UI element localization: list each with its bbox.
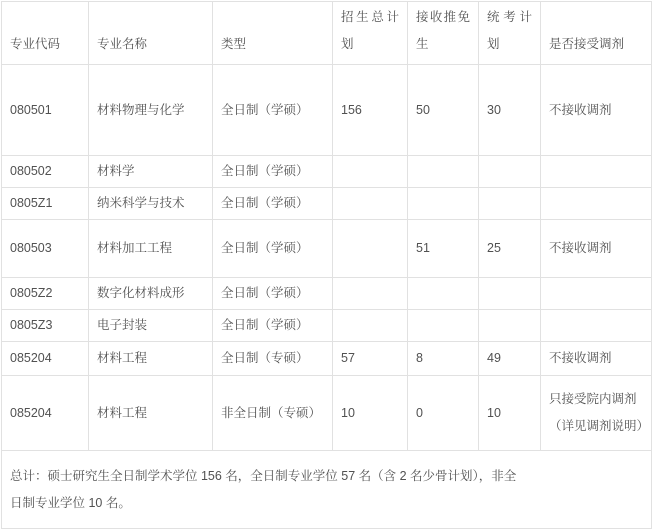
- cell-unified-exam: [479, 310, 541, 342]
- cell-total-plan: 156: [333, 65, 408, 156]
- cell-total-plan: [333, 220, 408, 278]
- table-header-row: [2, 2, 652, 65]
- cell-major-name: 电子封装: [89, 310, 213, 342]
- summary-note: [2, 451, 652, 529]
- col-header-major-name: 专业名称: [89, 2, 213, 65]
- cell-type: 全日制（学硕）: [213, 220, 333, 278]
- cell-major-name: 纳米科学与技术: [89, 188, 213, 220]
- col-header-recommended: 接收推免生: [408, 2, 479, 65]
- table-row: [2, 188, 652, 220]
- cell-transfer: [541, 278, 652, 310]
- cell-unified-exam: 49: [479, 342, 541, 376]
- cell-major-code: 0805Z3: [2, 310, 89, 342]
- col-header-major-code: 专业代码: [2, 2, 89, 65]
- col-header-unified-exam: 统考计划: [479, 2, 541, 65]
- cell-major-name: 材料工程: [89, 342, 213, 376]
- cell-major-code: 080503: [2, 220, 89, 278]
- cell-total-plan: [333, 188, 408, 220]
- table-row: [2, 65, 652, 156]
- cell-recommended: 51: [408, 220, 479, 278]
- table-row: [2, 342, 652, 376]
- cell-total-plan: [333, 278, 408, 310]
- cell-recommended: [408, 278, 479, 310]
- col-header-type: 类型: [213, 2, 333, 65]
- cell-type: 非全日制（专硕）: [213, 376, 333, 451]
- cell-total-plan: 10: [333, 376, 408, 451]
- cell-transfer: [541, 156, 652, 188]
- table-row: [2, 220, 652, 278]
- cell-major-code: 080501: [2, 65, 89, 156]
- cell-major-code: 0805Z2: [2, 278, 89, 310]
- cell-total-plan: [333, 310, 408, 342]
- summary-line-1: 总计：硕士研究生全日制学术学位 156 名，全日制专业学位 57 名（含 2 名少骨计划），非全: [10, 468, 517, 483]
- col-header-transfer: 是否接受调剂: [541, 2, 652, 65]
- cell-transfer: [541, 188, 652, 220]
- admissions-plan-table: [1, 1, 652, 529]
- cell-unified-exam: 30: [479, 65, 541, 156]
- cell-transfer: 不接收调剂: [541, 65, 652, 156]
- cell-total-plan: [333, 156, 408, 188]
- cell-recommended: [408, 310, 479, 342]
- cell-major-code: 080502: [2, 156, 89, 188]
- cell-major-code: 085204: [2, 376, 89, 451]
- cell-unified-exam: [479, 188, 541, 220]
- cell-unified-exam: 10: [479, 376, 541, 451]
- cell-major-name: 材料学: [89, 156, 213, 188]
- summary-row: [2, 451, 652, 529]
- cell-recommended: 8: [408, 342, 479, 376]
- cell-major-name: 材料加工工程: [89, 220, 213, 278]
- cell-type: 全日制（学硕）: [213, 188, 333, 220]
- cell-type: 全日制（专硕）: [213, 342, 333, 376]
- cell-major-code: 085204: [2, 342, 89, 376]
- table-row: [2, 278, 652, 310]
- cell-major-name: 材料物理与化学: [89, 65, 213, 156]
- cell-type: 全日制（学硕）: [213, 65, 333, 156]
- cell-total-plan: 57: [333, 342, 408, 376]
- cell-unified-exam: 25: [479, 220, 541, 278]
- cell-unified-exam: [479, 156, 541, 188]
- cell-major-name: 数字化材料成形: [89, 278, 213, 310]
- cell-major-name: 材料工程: [89, 376, 213, 451]
- table-row: [2, 156, 652, 188]
- cell-type: 全日制（学硕）: [213, 278, 333, 310]
- cell-recommended: [408, 188, 479, 220]
- col-header-total-plan: 招生总计划: [333, 2, 408, 65]
- table-row: [2, 310, 652, 342]
- cell-transfer: 只接受院内调剂（详见调剂说明）: [541, 376, 652, 451]
- cell-recommended: [408, 156, 479, 188]
- cell-recommended: 50: [408, 65, 479, 156]
- cell-type: 全日制（学硕）: [213, 156, 333, 188]
- table-row: [2, 376, 652, 451]
- cell-major-code: 0805Z1: [2, 188, 89, 220]
- cell-transfer: 不接收调剂: [541, 220, 652, 278]
- cell-transfer: [541, 310, 652, 342]
- cell-recommended: 0: [408, 376, 479, 451]
- cell-transfer: 不接收调剂: [541, 342, 652, 376]
- summary-line-2: 日制专业学位 10 名。: [10, 495, 131, 510]
- cell-type: 全日制（学硕）: [213, 310, 333, 342]
- cell-unified-exam: [479, 278, 541, 310]
